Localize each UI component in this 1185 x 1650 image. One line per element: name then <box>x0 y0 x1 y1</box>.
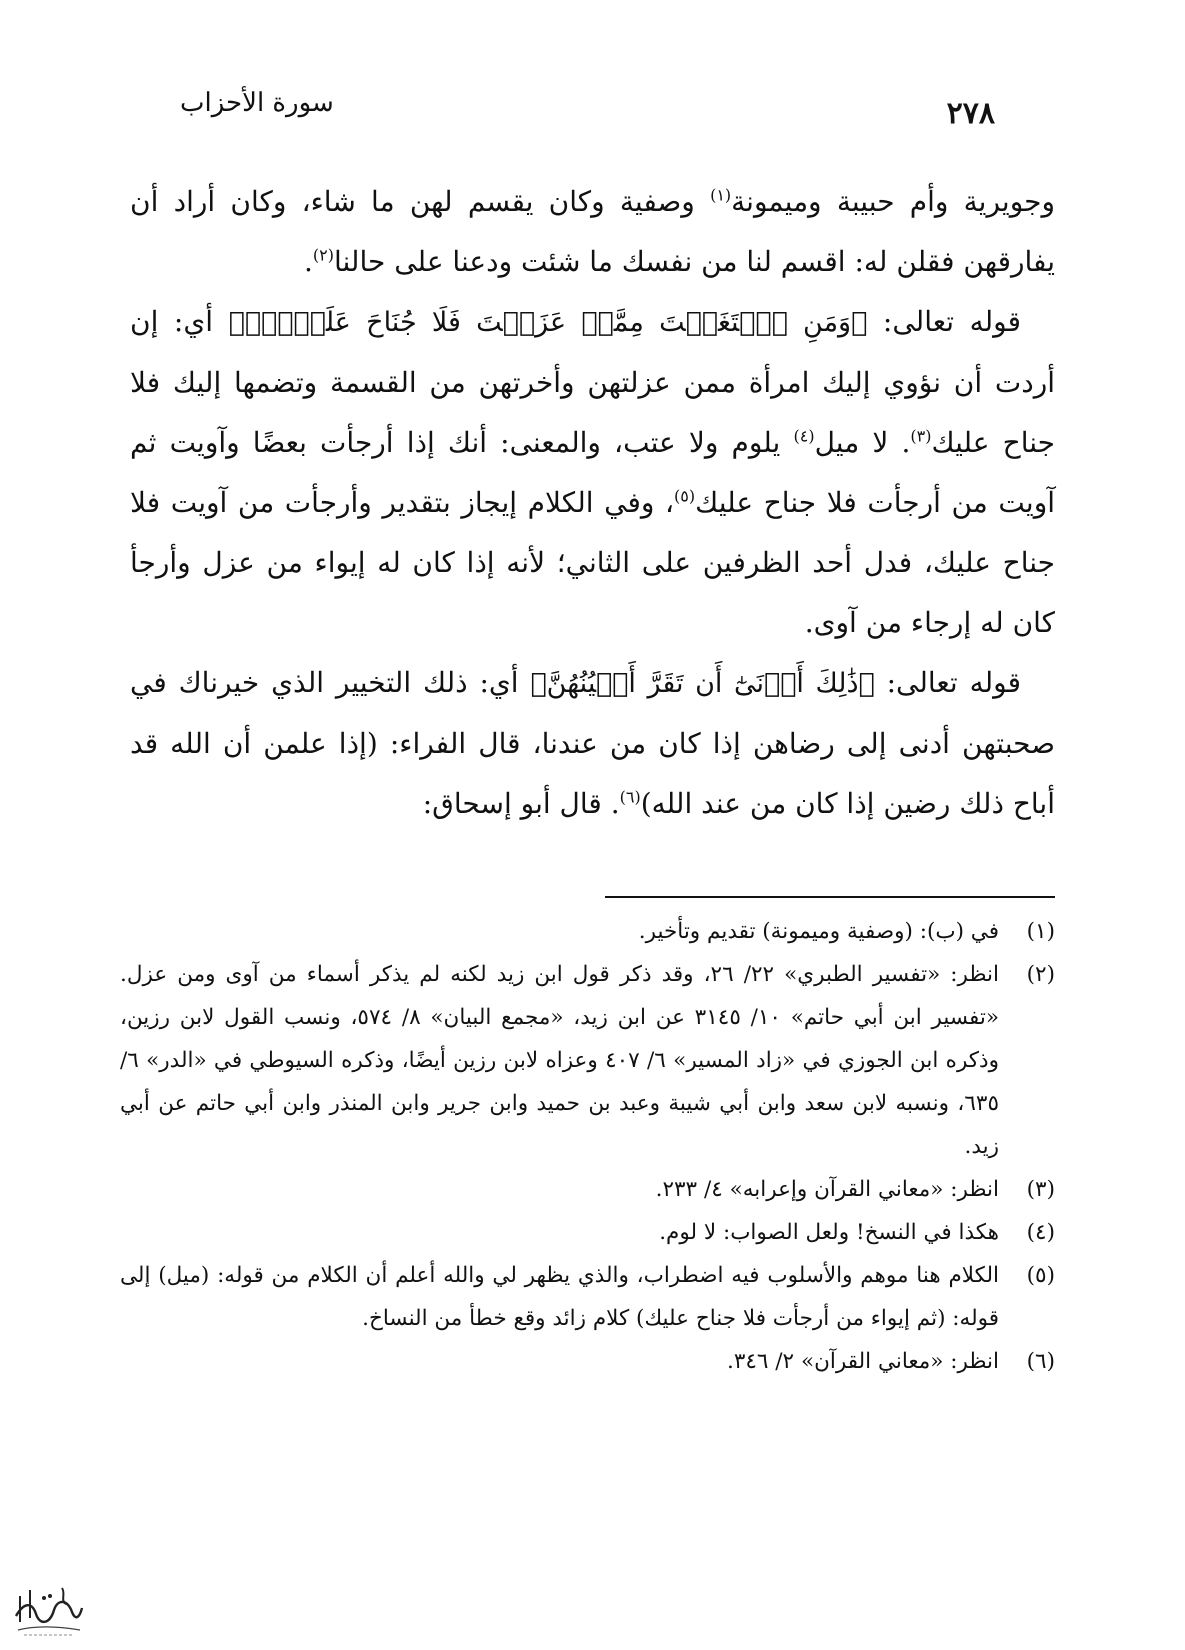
running-title: سورة الأحزاب <box>180 88 334 118</box>
footnote-ref-6: (٦) <box>619 787 641 807</box>
footnote-text: الكلام هنا موهم والأسلوب فيه اضطراب، والذي يظهر لي والله أعلم أن الكلام من قوله: (ميل) إلى قوله: (ثم إيواء من أرجأت فلا جناح عليك) كلام زائد وقع خطأ من النساخ. <box>120 1263 999 1331</box>
footnote-ref-5: (٥) <box>674 486 696 506</box>
footnote-number: (٢) <box>1026 962 1055 987</box>
paragraph-3: قوله تعالى: ﴿ذَٰلِكَ أَدۡنَىٰٓ أَن تَقَرَّ أَعۡيُنُهُنَّ﴾ أي: ذلك التخيير الذي خيرناك في صحبتهن أدنى إلى رضاهن إذا كان من عندنا، قال الفراء: (إذا علمن أن الله قد أباح ذلك رضين إذا كان من عند الله)$^{(٦)}$. قال أبو إسحاق: <box>130 666 1055 820</box>
footnote-4 <box>120 1211 1055 1254</box>
main-text <box>130 172 1055 834</box>
footnotes <box>120 910 1055 1383</box>
footnote-3 <box>120 1168 1055 1211</box>
footnote-text: انظر: «معاني القرآن» ٢/ ٣٤٦. <box>726 1349 999 1374</box>
footnote-number: (٣) <box>1026 1177 1055 1202</box>
footnote-number: (٥) <box>1026 1263 1055 1288</box>
footnote-ref-3: (٣) <box>910 426 932 446</box>
footnote-number: (١) <box>1026 919 1055 944</box>
footnote-text: هكذا في النسخ! ولعل الصواب: لا لوم. <box>659 1220 999 1245</box>
paragraph-1: وجويرية وأم حبيبة وميمونة$^{(١)}$ وصفية وكان يقسم لهن ما شاء، وكان أراد أن يفارقهن فقلن له: اقسم لنا من نفسك ما شئت ودعنا على حالنا$^{(٢)}$. <box>130 185 1055 278</box>
footnote-separator <box>605 896 1055 898</box>
publisher-stamp-logo <box>10 1572 86 1640</box>
page-number: ٢٧٨ <box>946 96 995 131</box>
quran-verse-2: ﴿ذَٰلِكَ أَدۡنَىٰٓ أَن تَقَرَّ أَعۡيُنُهُنَّ﴾ <box>530 668 875 699</box>
footnote-6 <box>120 1340 1055 1383</box>
footnote-ref-2: (٢) <box>312 245 334 265</box>
footnote-text: انظر: «تفسير الطبري» ٢٢/ ٢٦، وقد ذكر قول ابن زيد لكنه لم يذكر أسماء من آوى ومن عزل. «تفسير ابن أبي حاتم» ١٠/ ٣١٤٥ عن ابن زيد، «مجمع البيان» ٨/ ٥٧٤، ونسب القول لابن رزين، وذكره ابن الجوزي في «زاد المسير» ٦/ ٤٠٧ وعزاه لابن رزين أيضًا، وذكره السيوطي في «الدر» ٦/ ٦٣٥، ونسبه لابن سعد وابن أبي شيبة وعبد بن حميد وابن جرير وابن المنذر وابن أبي حاتم عن أبي زيد. <box>120 962 1000 1159</box>
footnote-number: (٤) <box>1026 1220 1055 1245</box>
footnote-text: في (ب): (وصفية وميمونة) تقديم وتأخير. <box>638 919 999 944</box>
paragraph-2: قوله تعالى: ﴿وَمَنِ ٱبۡتَغَيۡتَ مِمَّنۡ عَزَلۡتَ فَلَا جُنَاحَ عَلَيۡكَۚ﴾ أي: إن أردت أن نؤوي إليك امرأة ممن عزلتهن وأخرتهن من القسمة وتضمها إليك فلا جناح عليك$^{(٣)}$. لا ميل$^{(٤)}$ يلوم ولا عتب، والمعنى: أنك إذا أرجأت بعضًا وآويت ثم آويت من أرجأت فلا جناح عليك$^{(٥)}$، وفي الكلام إيجاز بتقدير وأرجأت من آويت فلا جناح عليك، فدل أحد الظرفين على الثاني؛ لأنه إذا كان له إيواء من عزل وأرجأ كان له إرجاء من آوى. <box>130 305 1055 639</box>
footnote-2 <box>120 953 1055 1168</box>
page-header <box>120 84 1065 134</box>
footnote-ref-1: (١) <box>710 185 732 205</box>
footnote-ref-4: (٤) <box>793 426 815 446</box>
footnote-text: انظر: «معاني القرآن وإعرابه» ٤/ ٢٣٣. <box>655 1177 999 1202</box>
footnote-1 <box>120 910 1055 953</box>
footnote-5 <box>120 1254 1055 1340</box>
footnote-number: (٦) <box>1026 1349 1055 1374</box>
quran-verse-1: ﴿وَمَنِ ٱبۡتَغَيۡتَ مِمَّنۡ عَزَلۡتَ فَلَا جُنَاحَ عَلَيۡكَۚ﴾ <box>228 307 868 338</box>
